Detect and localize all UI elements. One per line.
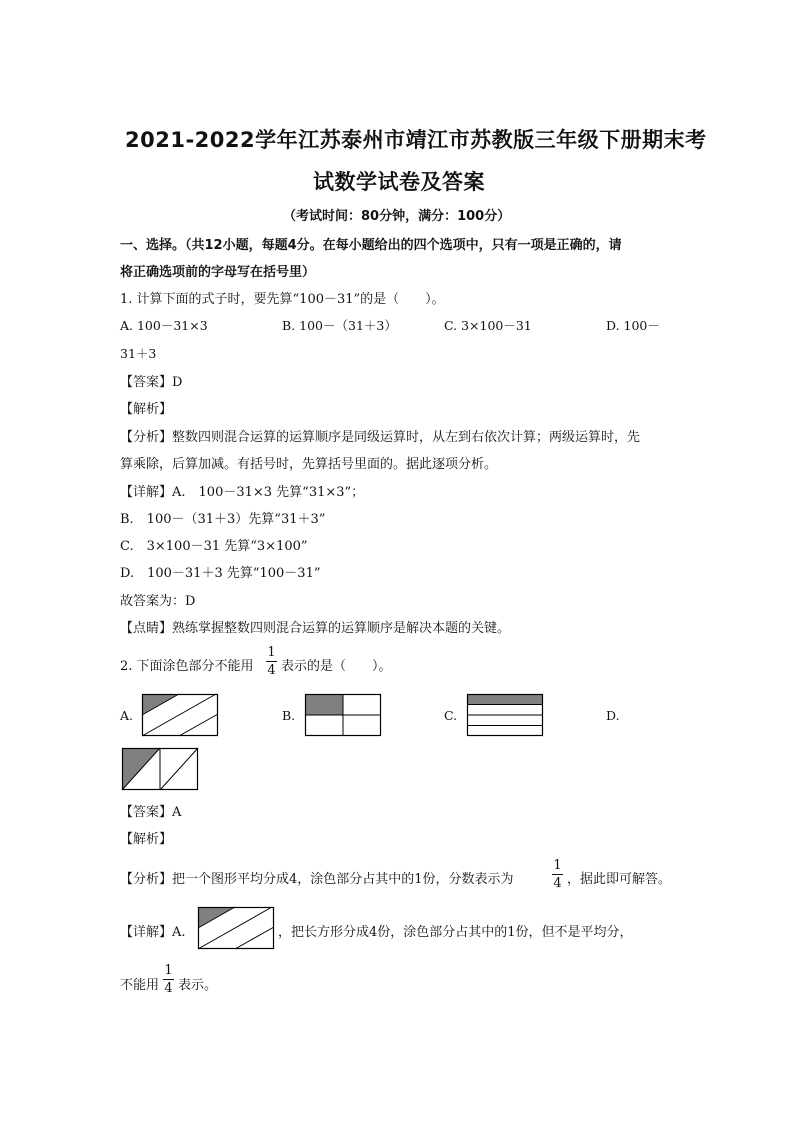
fraction-numerator: 1 [267,645,276,660]
fraction-numerator: 1 [553,858,562,873]
q2-option-d-label: D. [606,708,620,723]
q1-conclusion: 故答案为：D [120,594,196,609]
q2-figure-c [467,694,543,736]
page-title-line2: 试数学试卷及答案 [313,170,485,194]
q2-detail-text: ，把长方形分成4份，涂色部分占其中的1份，但不是平均分， [278,925,633,940]
q2-detail-figure-a [198,907,274,949]
q1-detail-d: D. 100－31＋3 先算“100－31” [120,566,321,581]
q1-option-d-line2: 31＋3 [120,346,157,361]
exam-info: （考试时间：80分钟，满分：100分） [283,209,511,224]
q2-detail-fraction [163,963,174,996]
page-title-line1: 2021-2022学年江苏泰州市靖江市苏教版三年级下册期末考 [125,128,707,152]
q1-fenxi-line1: 【分析】整数四则混合运算的运算顺序是同级运算时，从左到右依次计算；两级运算时，先 [120,430,641,445]
q1-answer: 【答案】D [120,375,183,390]
q2-option-c-label: C. [444,708,458,723]
q1-stem: 1. 计算下面的式子时，要先算“100－31”的是（ ）。 [120,292,445,307]
figure-a-divider [235,927,274,949]
q1-detail-b: B. 100－（31＋3）先算“31＋3” [120,512,326,527]
figure-d-divider [160,748,198,790]
q2-option-b-label: B. [282,708,296,723]
q1-detail-a: 【详解】A. 100－31×3 先算“31×3”； [120,485,365,500]
q2-detail-prefix: 【详解】A. [120,925,186,940]
q2-stem-after: 表示的是（ ）。 [281,659,392,674]
q1-option-a: A. 100－31×3 [120,318,208,333]
q2-answer: 【答案】A [120,805,182,820]
q2-fenxi-before: 【分析】把一个图形平均分成4，涂色部分占其中的1份，分数表示为 [120,872,514,887]
q1-dianjing: 【点睛】熟练掌握整数四则混合运算的运算顺序是解决本题的关键。 [120,621,511,636]
section-heading-line2: 将正确选项前的字母写在括号里） [120,265,316,280]
fraction-numerator: 1 [164,963,173,978]
q2-detail-line2-after: 表示。 [178,978,218,993]
q1-analysis-tag: 【解析】 [120,402,173,417]
fraction-denominator: 4 [267,663,276,678]
q2-fenxi-fraction [552,858,563,891]
fraction-denominator: 4 [553,876,562,891]
q2-figure-a [142,694,218,736]
q2-analysis-tag: 【解析】 [120,832,173,847]
q2-fenxi-after: ，据此即可解答。 [567,872,672,887]
q2-stem-before: 2. 下面涂色部分不能用 [120,659,254,674]
q2-figure-b [305,694,381,736]
q1-fenxi-line2: 算乘除，后算加减。有括号时，先算括号里面的。据此逐项分析。 [120,457,498,472]
q1-option-c: C. 3×100－31 [444,318,532,333]
section-heading-line1: 一、选择。（共12小题，每题4分。在每小题给出的四个选项中，只有一项是正确的，请 [120,238,622,253]
figure-c-shaded-part [468,695,543,705]
q2-stem-fraction [266,645,277,678]
fraction-denominator: 4 [164,981,173,996]
figure-a-divider [179,714,218,736]
q1-detail-c: C. 3×100－31 先算“3×100” [120,539,308,554]
q2-figure-d [122,748,198,790]
q1-option-d-line1: D. 100－ [606,318,660,333]
q2-option-a-label: A. [120,708,134,723]
q1-option-b: B. 100－（31＋3） [282,318,397,333]
q2-detail-line2-before: 不能用 [120,978,160,993]
figure-b-shaded-part [306,695,343,716]
